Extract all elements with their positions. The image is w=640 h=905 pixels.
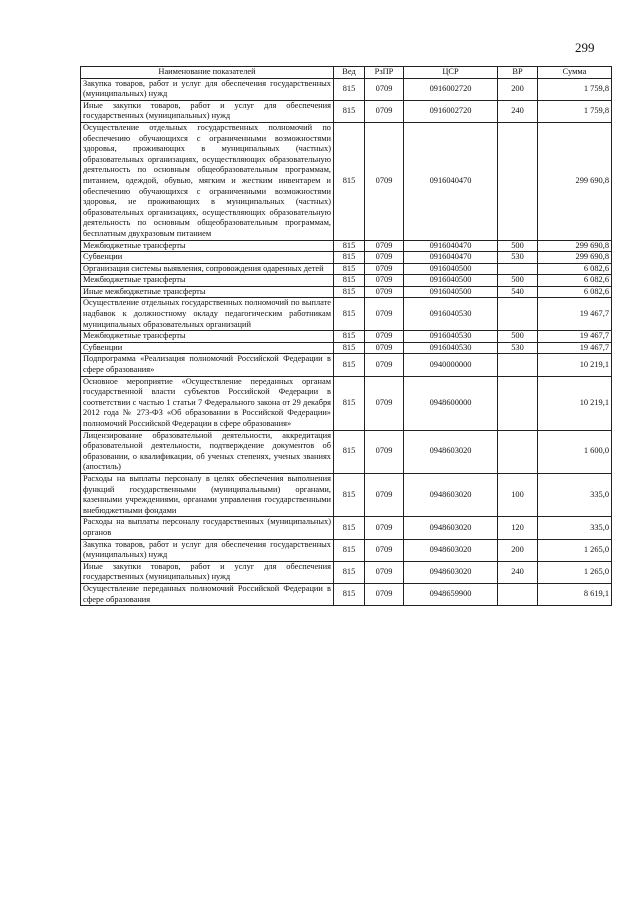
row-vr: 530 (498, 252, 538, 264)
row-rzpr: 0709 (365, 354, 404, 376)
row-rzpr: 0709 (365, 430, 404, 473)
row-sum: 299 690,8 (538, 240, 612, 252)
row-rzpr: 0709 (365, 376, 404, 430)
row-name: Иные закупки товаров, работ и услуг для обеспечения государственных (муниципальных) нужд (81, 561, 334, 583)
row-csr: 0916040530 (404, 331, 498, 343)
header-rzpr: РзПР (365, 67, 404, 79)
row-vr: 100 (498, 473, 538, 516)
row-name: Иные межбюджетные трансферты (81, 286, 334, 298)
row-csr: 0948659900 (404, 583, 498, 605)
table-header-row (81, 67, 612, 79)
row-rzpr: 0709 (365, 331, 404, 343)
row-vr (498, 354, 538, 376)
row-vr: 540 (498, 286, 538, 298)
row-ved: 815 (334, 354, 365, 376)
row-vr: 240 (498, 561, 538, 583)
row-vr (498, 298, 538, 331)
row-name: Закупка товаров, работ и услуг для обеспечения государственных (муниципальных) нужд (81, 539, 334, 561)
row-ved: 815 (334, 252, 365, 264)
row-vr: 240 (498, 100, 538, 122)
row-name: Расходы на выплаты персоналу государственных (муниципальных) органов (81, 517, 334, 539)
table-row (81, 354, 612, 376)
table-row (81, 298, 612, 331)
row-rzpr: 0709 (365, 539, 404, 561)
row-csr: 0916040530 (404, 342, 498, 354)
row-ved: 815 (334, 100, 365, 122)
row-csr: 0948603020 (404, 430, 498, 473)
row-csr: 0916040500 (404, 286, 498, 298)
row-ved: 815 (334, 539, 365, 561)
row-csr: 0948603020 (404, 473, 498, 516)
row-vr: 530 (498, 342, 538, 354)
row-csr: 0916040530 (404, 298, 498, 331)
row-rzpr: 0709 (365, 78, 404, 100)
row-ved: 815 (334, 561, 365, 583)
row-name: Осуществление переданных полномочий Российской Федерации в сфере образования (81, 583, 334, 605)
row-rzpr: 0709 (365, 100, 404, 122)
header-name: Наименование показателей (81, 67, 334, 79)
row-ved: 815 (334, 263, 365, 275)
row-name: Лицензирование образовательной деятельности, аккредитация образовательной деятельности, подтверждение документов об образовании, о квалификации, об ученых степенях, ученых званиях (апостиль) (81, 430, 334, 473)
row-sum: 1 759,8 (538, 100, 612, 122)
row-sum: 19 467,7 (538, 342, 612, 354)
table-row (81, 263, 612, 275)
row-ved: 815 (334, 376, 365, 430)
row-rzpr: 0709 (365, 252, 404, 264)
row-sum: 299 690,8 (538, 122, 612, 240)
table-row (81, 539, 612, 561)
row-vr: 200 (498, 78, 538, 100)
table-row (81, 122, 612, 240)
row-rzpr: 0709 (365, 122, 404, 240)
row-ved: 815 (334, 275, 365, 287)
row-vr: 120 (498, 517, 538, 539)
row-vr (498, 430, 538, 473)
row-rzpr: 0709 (365, 342, 404, 354)
table-row (81, 240, 612, 252)
row-ved: 815 (334, 298, 365, 331)
row-name: Субвенции (81, 252, 334, 264)
row-name: Осуществление отдельных государственных полномочий по обеспечению обучающихся с ограниченными возможностями здоровья, проживающих в муниципальных (частных) образовательных организациях, осуществляющих образовательную деятельность по основным общеобразовательным программам, питанием, одеждой, обувью, мягким и жестким инвентарем и обеспечению обучающихся с ограниченными возможностями здоровья, не проживающих в муниципальных (частных) образовательных организациях, осуществляющих образовательную деятельность по основным общеобразовательным программам, бесплатным двухразовым питанием (81, 122, 334, 240)
row-csr: 0916040470 (404, 252, 498, 264)
row-rzpr: 0709 (365, 298, 404, 331)
row-ved: 815 (334, 430, 365, 473)
row-sum: 299 690,8 (538, 252, 612, 264)
row-vr: 200 (498, 539, 538, 561)
row-name: Основное мероприятие «Осуществление переданных органам государственной власти субъектов Российской Федерации в соответствии с частью 1 статьи 7 Федерального закона от 29 декабря 2012 года № 273-ФЗ «Об образовании в Российской Федерации» полномочий Российской Федерации в сфере образования» (81, 376, 334, 430)
budget-table (80, 66, 612, 606)
row-ved: 815 (334, 78, 365, 100)
row-sum: 8 619,1 (538, 583, 612, 605)
row-csr: 0916002720 (404, 78, 498, 100)
row-rzpr: 0709 (365, 561, 404, 583)
row-vr (498, 583, 538, 605)
row-rzpr: 0709 (365, 583, 404, 605)
table-row (81, 100, 612, 122)
row-vr (498, 122, 538, 240)
row-ved: 815 (334, 583, 365, 605)
row-ved: 815 (334, 342, 365, 354)
row-rzpr: 0709 (365, 286, 404, 298)
header-csr: ЦСР (404, 67, 498, 79)
row-vr: 500 (498, 331, 538, 343)
row-sum: 10 219,1 (538, 354, 612, 376)
row-csr: 0948603020 (404, 561, 498, 583)
row-sum: 1 265,0 (538, 539, 612, 561)
row-sum: 19 467,7 (538, 331, 612, 343)
row-ved: 815 (334, 286, 365, 298)
table-row (81, 583, 612, 605)
row-vr (498, 376, 538, 430)
row-csr: 0916040500 (404, 275, 498, 287)
row-name: Межбюджетные трансферты (81, 240, 334, 252)
page-number: 299 (575, 40, 595, 55)
header-ved: Вед (334, 67, 365, 79)
row-ved: 815 (334, 331, 365, 343)
table-row (81, 275, 612, 287)
row-name: Осуществление отдельных государственных полномочий по выплате надбавок к должностному окладу педагогическим работникам муниципальных образовательных организаций (81, 298, 334, 331)
row-rzpr: 0709 (365, 275, 404, 287)
row-rzpr: 0709 (365, 517, 404, 539)
table-row (81, 286, 612, 298)
row-sum: 1 759,8 (538, 78, 612, 100)
row-csr: 0940000000 (404, 354, 498, 376)
row-rzpr: 0709 (365, 263, 404, 275)
row-csr: 0948603020 (404, 539, 498, 561)
row-csr: 0916002720 (404, 100, 498, 122)
row-ved: 815 (334, 240, 365, 252)
row-name: Расходы на выплаты персоналу в целях обеспечения выполнения функций государственными (муниципальными) органами, казенными учреждениями, органами управления государственными внебюджетными фондами (81, 473, 334, 516)
row-rzpr: 0709 (365, 473, 404, 516)
row-rzpr: 0709 (365, 240, 404, 252)
table-row (81, 252, 612, 264)
row-ved: 815 (334, 473, 365, 516)
row-ved: 815 (334, 122, 365, 240)
row-sum: 6 082,6 (538, 286, 612, 298)
row-sum: 1 600,0 (538, 430, 612, 473)
row-sum: 335,0 (538, 517, 612, 539)
row-sum: 10 219,1 (538, 376, 612, 430)
row-sum: 335,0 (538, 473, 612, 516)
table-row (81, 376, 612, 430)
row-name: Субвенции (81, 342, 334, 354)
table-row (81, 517, 612, 539)
row-csr: 0916040470 (404, 240, 498, 252)
row-vr (498, 263, 538, 275)
row-sum: 6 082,6 (538, 263, 612, 275)
row-vr: 500 (498, 275, 538, 287)
table-row (81, 331, 612, 343)
row-name: Иные закупки товаров, работ и услуг для обеспечения государственных (муниципальных) нужд (81, 100, 334, 122)
row-sum: 6 082,6 (538, 275, 612, 287)
row-csr: 0948603020 (404, 517, 498, 539)
row-name: Закупка товаров, работ и услуг для обеспечения государственных (муниципальных) нужд (81, 78, 334, 100)
header-sum: Сумма (538, 67, 612, 79)
table-row (81, 78, 612, 100)
header-vr: ВР (498, 67, 538, 79)
row-csr: 0948600000 (404, 376, 498, 430)
row-name: Межбюджетные трансферты (81, 331, 334, 343)
row-sum: 19 467,7 (538, 298, 612, 331)
row-ved: 815 (334, 517, 365, 539)
table-row (81, 430, 612, 473)
table-row (81, 561, 612, 583)
table-row (81, 342, 612, 354)
row-name: Межбюджетные трансферты (81, 275, 334, 287)
row-csr: 0916040500 (404, 263, 498, 275)
row-name: Подпрограмма «Реализация полномочий Российской Федерации в сфере образования» (81, 354, 334, 376)
row-name: Организация системы выявления, сопровождения одаренных детей (81, 263, 334, 275)
table-row (81, 473, 612, 516)
row-vr: 500 (498, 240, 538, 252)
row-sum: 1 265,0 (538, 561, 612, 583)
row-csr: 0916040470 (404, 122, 498, 240)
